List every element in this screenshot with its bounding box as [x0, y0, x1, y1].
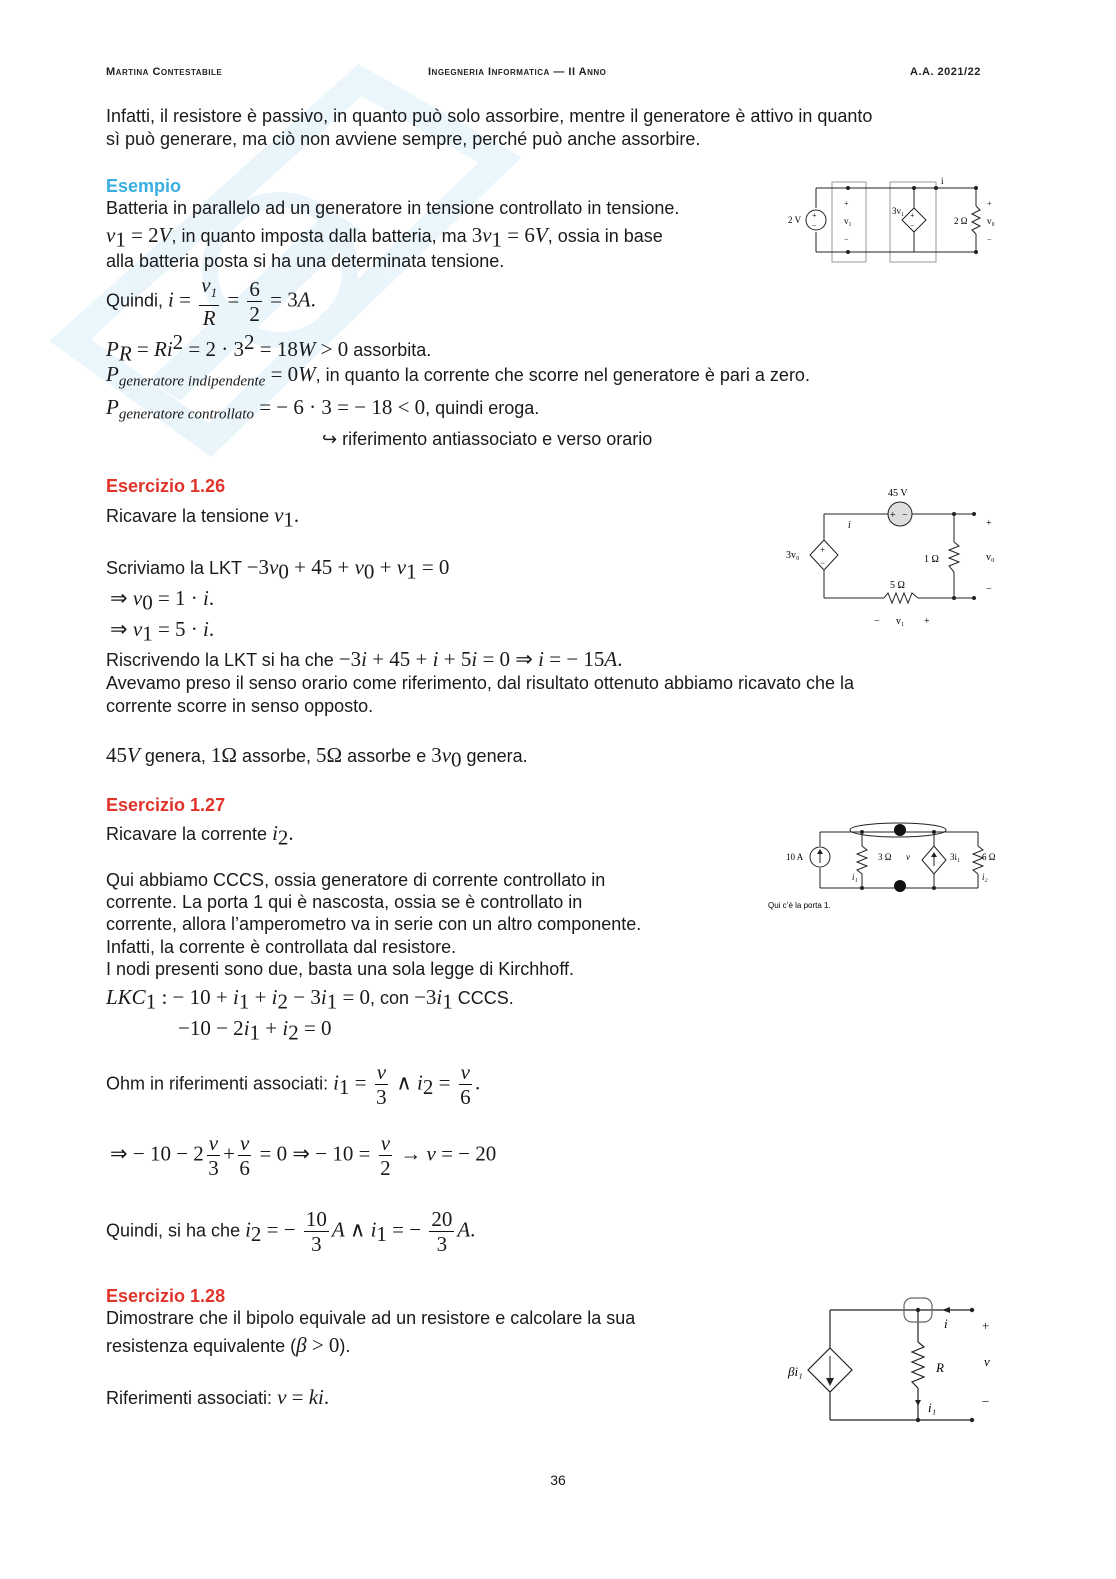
- svg-text:−: −: [812, 221, 817, 230]
- resistor-icon: [972, 206, 980, 234]
- esempio-line-2: $v_1 = 2V$, in quanto imposta dalla batteria, ma $3v_1 = 6V$, ossia in base: [106, 223, 663, 252]
- resistor-1ohm-icon: [949, 542, 959, 572]
- intro-line-2: sì può generare, ma ciò non avviene sempre, perché può anche assorbire.: [106, 129, 701, 149]
- ex128-line-3: Riferimenti associati: v = ki.: [106, 1385, 330, 1409]
- svg-text:+: +: [987, 199, 992, 208]
- fig-label-45v: 45 V: [888, 488, 908, 499]
- fig-label-5ohm: 5 Ω: [890, 580, 905, 591]
- ex127-lkc-simplified: $-10 - 2i_1 + i_2 = 0$: [178, 1016, 332, 1045]
- fig-label-v1: v₁: [844, 216, 852, 226]
- ex126-line-1: Ricavare la tensione $v_1$.: [106, 503, 300, 532]
- fig-caption: Qui c’è la porta 1.: [768, 901, 831, 910]
- resistor-r-icon: [912, 1342, 924, 1388]
- esempio-pr: $P_R = Ri^2 = 2 \cdot 3^2 = 18W > 0$ assorbita.: [106, 330, 432, 366]
- ex127-line-4: corrente, allora l’amperometro va in serie con un altro componente.: [106, 914, 642, 934]
- ex127-title: Esercizio 1.27: [106, 795, 226, 815]
- fig-label-1ohm: 1 Ω: [924, 554, 939, 565]
- fig-label-v: v: [906, 852, 910, 862]
- esempio-line-3: alla batteria posta si ha una determinata tensione.: [106, 251, 505, 271]
- fig-label-i1: i₁: [852, 872, 858, 882]
- ex127-line-5: Infatti, la corrente è controllata dal resistore.: [106, 937, 457, 957]
- svg-text:+: +: [812, 211, 817, 220]
- fig-plus-2: +: [924, 616, 930, 627]
- fig-label-v1: v₁: [896, 616, 905, 627]
- ex127-line-6: I nodi presenti sono due, basta una sola legge di Kirchhoff.: [106, 959, 574, 979]
- ex128-line-1: Dimostrare che il bipolo equivale ad un resistore e calcolare la sua: [106, 1308, 636, 1328]
- fig-label-2ohm: 2 Ω: [954, 216, 968, 226]
- esempio-riferimento: ↪ riferimento antiassociato e verso orario: [322, 429, 653, 449]
- esempio-quindi: Quindi, i = $\frac{v_1}{R}$ = $\frac{6}{2}$ = 3A.: [106, 273, 316, 331]
- page-number: 36: [550, 1472, 566, 1488]
- esempio-line-1: Batteria in parallelo ad un generatore in tensione controllato in tensione.: [106, 198, 680, 218]
- ex126-v0: ⇒ $v_0 = 1 \cdot i$.: [110, 586, 215, 615]
- svg-text:−: −: [987, 235, 992, 244]
- fig-label-v: v: [984, 1354, 990, 1369]
- resistor-3ohm-icon: [857, 846, 867, 874]
- ex128-circuit-figure: [782, 1296, 1012, 1430]
- svg-text:−: −: [820, 558, 826, 568]
- fig-label-i2: i₂: [982, 872, 988, 882]
- ex127-circuit-figure: [768, 816, 1012, 916]
- fig-minus: −: [986, 584, 992, 595]
- ex128-title: Esercizio 1.28: [106, 1286, 226, 1306]
- fig-plus: +: [986, 518, 992, 529]
- fig-label-i: i: [941, 176, 944, 186]
- ex127-solve: ⇒ − 10 − 2 $\frac{v}{3}$ + $\frac{v}{6}$ = 0 ⇒ − 10 = $\frac{v}{2}$ → v = − 20: [110, 1131, 497, 1180]
- fig-label-3v1: 3v₁: [892, 206, 905, 216]
- fig-label-6ohm: 6 Ω: [982, 852, 996, 862]
- ex126-conclusione: 45V genera, 1Ω assorbe, 5Ω assorbe e $3v_0$ genera.: [106, 743, 528, 772]
- ex127-line-1: Ricavare la corrente $i_2$.: [106, 821, 294, 850]
- fig-label-2v: 2 V: [788, 215, 802, 225]
- ex126-riscrivendo: Riscrivendo la LKT si ha che −3i + 45 + i + 5i = 0 ⇒ i = − 15A.: [106, 647, 623, 671]
- ex126-line-6: Avevamo preso il senso orario come riferimento, dal risultato ottenuto abbiamo ricavato che la: [106, 673, 855, 693]
- svg-text:+: +: [820, 545, 826, 555]
- fig-label-3i1: 3i₁: [950, 852, 961, 862]
- svg-text:+: +: [910, 211, 915, 220]
- ex127-line-3: corrente. La porta 1 qui è nascosta, ossia se è controllato in: [106, 892, 583, 912]
- fig-minus: −: [982, 1394, 990, 1409]
- esempio-pgi: $P_{generatore indipendente} = 0W$, in quanto la corrente che scorre nel generatore è pari a zero.: [106, 362, 810, 390]
- header-course: Ingegneria Informatica — II Anno: [428, 66, 607, 78]
- fig-label-3v0: 3v₀: [786, 550, 800, 561]
- esempio-circuit-figure: [786, 176, 1016, 268]
- fig-label-r: R: [936, 1360, 944, 1375]
- ex127-ohm: Ohm in riferimenti associati: $i_1$ = $\frac{v}{3}$ ∧ $i_2$ = $\frac{v}{6}$ .: [106, 1060, 481, 1109]
- svg-text:−: −: [910, 221, 915, 230]
- fig-label-i: i: [848, 520, 851, 531]
- fig-plus: +: [982, 1318, 990, 1333]
- ex127-line-2: Qui abbiamo CCCS, ossia generatore di corrente controllato in: [106, 870, 606, 890]
- ex126-line-7: corrente scorre in senso opposto.: [106, 696, 374, 716]
- fig-label-v0: v₀: [987, 216, 995, 226]
- ex128-line-2: resistenza equivalente (β > 0).: [106, 1333, 351, 1357]
- ex126-lkt: Scriviamo la LKT $-3v_0 + 45 + v_0 + v_1 = 0$: [106, 555, 450, 584]
- ex127-lkc: $LKC_1$ : − $10 + i_1 + i_2 - 3i_1 = 0$, con $-3i_1$ CCCS.: [106, 985, 514, 1014]
- esempio-title: Esempio: [106, 176, 182, 196]
- ex126-title: Esercizio 1.26: [106, 476, 226, 496]
- fig-label-v0: v₀: [986, 552, 995, 563]
- svg-text:−: −: [902, 510, 908, 521]
- fig-label-i: i: [944, 1316, 948, 1331]
- fig-label-3ohm: 3 Ω: [878, 852, 892, 862]
- svg-text:+: +: [890, 510, 896, 521]
- resistor-5ohm-icon: [884, 593, 918, 603]
- header-author: Martina Contestabile: [106, 66, 223, 78]
- header-year: A.A. 2021/22: [910, 66, 981, 78]
- fig-label-beta-i1: βi₁: [788, 1364, 803, 1379]
- fig-minus-2: −: [874, 616, 880, 627]
- ex126-circuit-figure: [782, 484, 1012, 632]
- intro-line-1: Infatti, il resistore è passivo, in quanto può solo assorbire, mentre il generatore è attivo in quanto: [106, 106, 873, 126]
- esempio-pgc: $P_{generatore controllato}$ = − 6 · 3 = − 18 < 0, quindi eroga.: [106, 395, 540, 423]
- fig-label-10a: 10 A: [786, 852, 804, 862]
- ex127-result: Quindi, si ha che $i_2$ = − $\frac{10}{3}$ A ∧ $i_1$ = − $\frac{20}{3}$ A.: [106, 1207, 476, 1256]
- fig-label-i1: i₁: [928, 1400, 937, 1415]
- svg-text:+: +: [844, 199, 849, 208]
- ex126-v1: ⇒ $v_1 = 5 \cdot i$.: [110, 617, 215, 646]
- svg-text:−: −: [844, 235, 849, 244]
